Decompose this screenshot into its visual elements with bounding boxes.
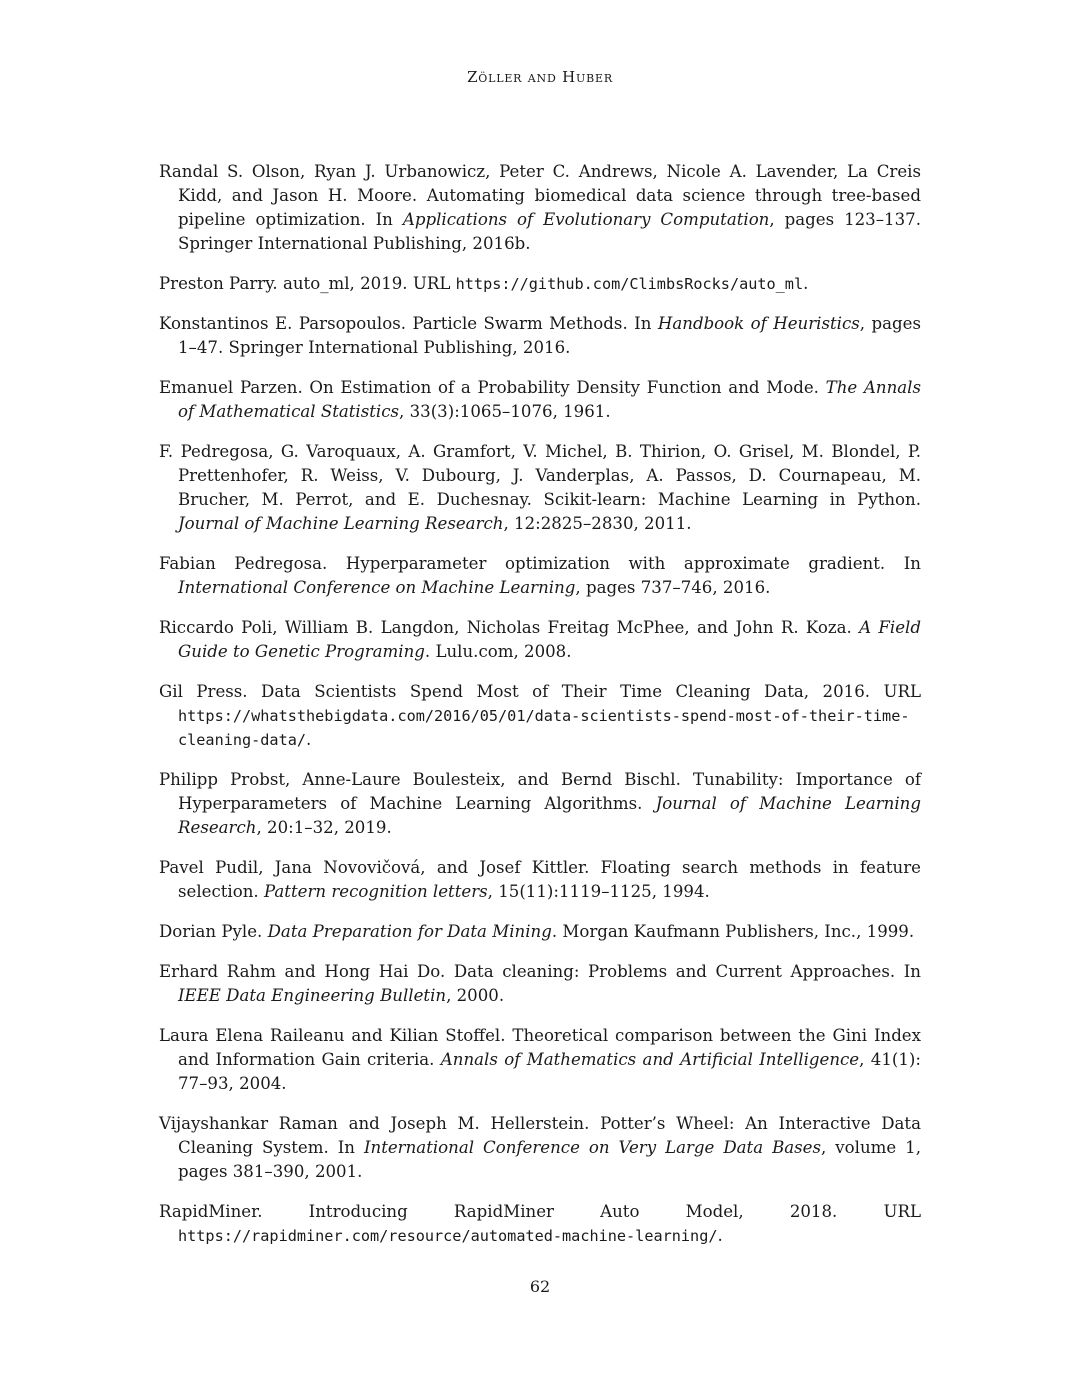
reference-pedregosa-2016 bbox=[159, 552, 921, 600]
ref-text: RapidMiner. Introducing RapidMiner Auto Model, 2018. URL bbox=[159, 1202, 921, 1221]
ref-url-link[interactable]: https://whatsthebigdata.com/2016/05/01/data-scientists-spend-most-of-their-time-cleaning-data/ bbox=[178, 707, 910, 749]
ref-venue: Journal of Machine Learning Research bbox=[178, 794, 921, 837]
ref-tail: , 2000. bbox=[446, 986, 505, 1005]
reference-pyle-1999 bbox=[159, 920, 921, 944]
ref-text: Pavel Pudil, Jana Novovičová, and Josef Kittler. Floating search methods in feature selection. bbox=[159, 858, 921, 901]
ref-tail: . bbox=[306, 730, 312, 749]
ref-text: Preston Parry. auto_ml, 2019. URL bbox=[159, 274, 451, 293]
ref-venue: IEEE Data Engineering Bulletin bbox=[178, 986, 447, 1005]
ref-text: Emanuel Parzen. On Estimation of a Probability Density Function and Mode. bbox=[159, 378, 819, 397]
reference-list bbox=[159, 160, 921, 1264]
ref-tail: , pages 123–137. Springer International Publishing, 2016b. bbox=[178, 210, 921, 253]
ref-url-link[interactable]: https://github.com/ClimbsRocks/auto_ml bbox=[455, 275, 804, 293]
page-number: 62 bbox=[529, 1277, 551, 1296]
reference-pedregosa-2011 bbox=[159, 440, 921, 536]
ref-url-link[interactable]: https://rapidminer.com/resource/automated-machine-learning/ bbox=[178, 1227, 718, 1245]
ref-text: Dorian Pyle. bbox=[159, 922, 263, 941]
ref-tail: . bbox=[803, 274, 809, 293]
ref-venue: Handbook of Heuristics bbox=[657, 314, 860, 333]
ref-venue: The Annals of Mathematical Statistics bbox=[178, 378, 921, 421]
ref-text: Philipp Probst, Anne-Laure Boulesteix, and Bernd Bischl. Tunability: Importance of Hyperparameters of Machine Learning Algorithms. bbox=[159, 770, 921, 813]
ref-tail: , pages 1–47. Springer International Publishing, 2016. bbox=[178, 314, 922, 357]
reference-parsopoulos-2016 bbox=[159, 312, 921, 360]
ref-text: Konstantinos E. Parsopoulos. Particle Swarm Methods. In bbox=[159, 314, 652, 333]
ref-tail: . Lulu.com, 2008. bbox=[424, 642, 572, 661]
ref-tail: . Morgan Kaufmann Publishers, Inc., 1999. bbox=[551, 922, 915, 941]
ref-venue: Annals of Mathematics and Artificial Intelligence bbox=[440, 1050, 860, 1069]
reference-raman-2001 bbox=[159, 1112, 921, 1184]
reference-raileanu-2004 bbox=[159, 1024, 921, 1096]
ref-text: Gil Press. Data Scientists Spend Most of Their Time Cleaning Data, 2016. URL bbox=[159, 682, 921, 701]
reference-parzen-1961 bbox=[159, 376, 921, 424]
reference-poli-2008 bbox=[159, 616, 921, 664]
ref-title: Automating biomedical data science through tree-based pipeline optimization. In bbox=[178, 186, 921, 229]
ref-text: Fabian Pedregosa. Hyperparameter optimization with approximate gradient. In bbox=[159, 554, 921, 573]
reference-press-2016 bbox=[159, 680, 921, 752]
ref-text: Erhard Rahm and Hong Hai Do. Data cleaning: Problems and Current Approaches. In bbox=[159, 962, 921, 981]
ref-tail: , 33(3):1065–1076, 1961. bbox=[399, 402, 611, 421]
ref-venue: Applications of Evolutionary Computation bbox=[402, 210, 770, 229]
ref-venue: Data Preparation for Data Mining bbox=[267, 922, 552, 941]
ref-tail: , 41(1): 77–93, 2004. bbox=[178, 1050, 921, 1093]
running-header: Zöller and Huber bbox=[467, 68, 613, 86]
reference-olson-2016b bbox=[159, 160, 921, 256]
ref-tail: , 15(11):1119–1125, 1994. bbox=[487, 882, 710, 901]
ref-venue: International Conference on Machine Learning bbox=[178, 578, 576, 597]
ref-text: F. Pedregosa, G. Varoquaux, A. Gramfort, V. Michel, B. Thirion, O. Grisel, M. Blondel, P. Prettenhofer, R. Weiss, V. Dubourg, J. Vanderplas, A. Passos, D. Cournapeau, M. Brucher, M. Perrot, and E. Duchesnay. Scikit-learn: Machine Learning in Python. bbox=[159, 442, 921, 509]
reference-rahm-2000 bbox=[159, 960, 921, 1008]
ref-tail: , pages 737–746, 2016. bbox=[575, 578, 771, 597]
ref-text: Riccardo Poli, William B. Langdon, Nicholas Freitag McPhee, and John R. Koza. bbox=[159, 618, 852, 637]
ref-authors: Randal S. Olson, Ryan J. Urbanowicz, Peter C. Andrews, Nicole A. Lavender, La Creis Kidd, and Jason H. Moore. bbox=[159, 162, 921, 205]
ref-tail: , 12:2825–2830, 2011. bbox=[503, 514, 692, 533]
ref-venue: International Conference on Very Large Data Bases bbox=[363, 1138, 822, 1157]
reference-rapidminer-2018 bbox=[159, 1200, 921, 1248]
ref-text: Laura Elena Raileanu and Kilian Stoffel. Theoretical comparison between the Gini Index and Information Gain criteria. bbox=[159, 1026, 921, 1069]
ref-tail: , volume 1, pages 381–390, 2001. bbox=[178, 1138, 921, 1181]
reference-parry-2019 bbox=[159, 272, 921, 296]
ref-tail: , 20:1–32, 2019. bbox=[256, 818, 392, 837]
ref-venue: A Field Guide to Genetic Programing bbox=[178, 618, 921, 661]
ref-venue: Journal of Machine Learning Research bbox=[178, 514, 504, 533]
ref-venue: Pattern recognition letters bbox=[263, 882, 488, 901]
reference-probst-2019 bbox=[159, 768, 921, 840]
reference-pudil-1994 bbox=[159, 856, 921, 904]
ref-text: Vijayshankar Raman and Joseph M. Hellerstein. Potter’s Wheel: An Interactive Data Cleaning System. In bbox=[159, 1114, 921, 1157]
ref-tail: . bbox=[717, 1226, 723, 1245]
